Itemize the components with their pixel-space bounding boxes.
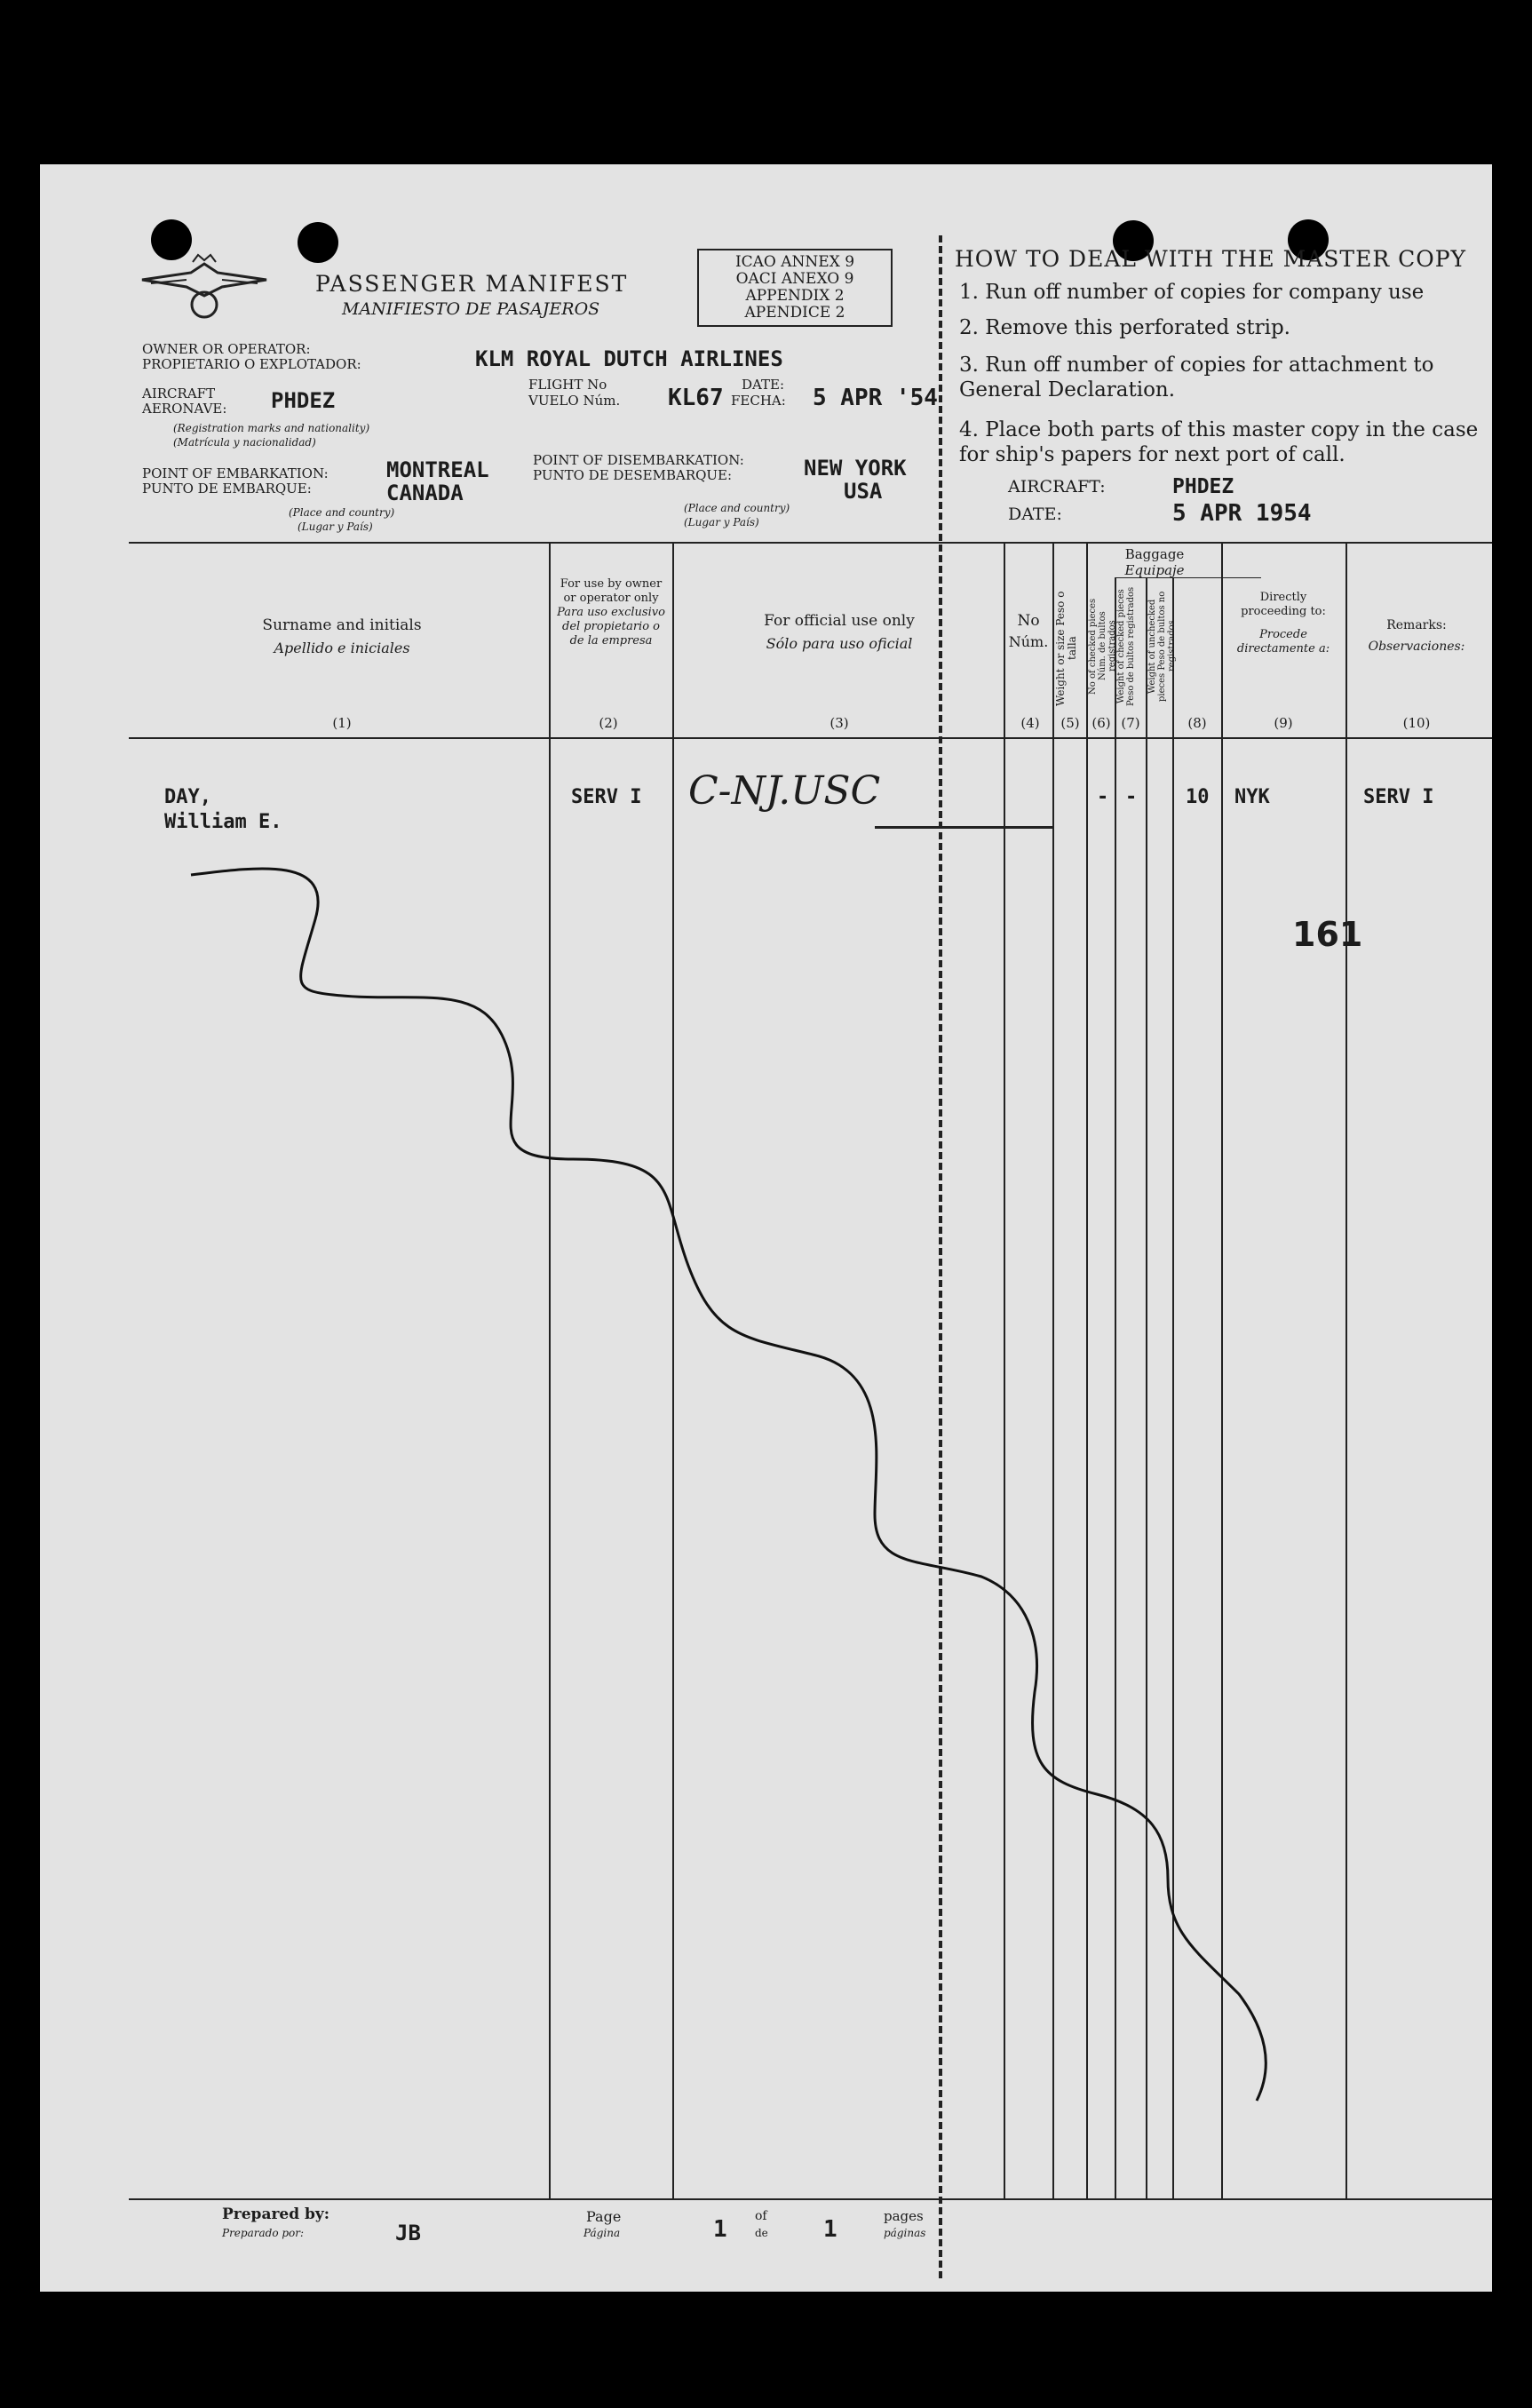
column-number: (10) — [1402, 715, 1431, 731]
disembarkation-place-note: (Place and country) — [684, 502, 790, 514]
passenger-checked-pieces: - — [1097, 786, 1109, 808]
column-header-en: For official use only — [764, 612, 915, 630]
instruction-item: 1. Run off number of copies for company use — [959, 281, 1425, 304]
passenger-unchecked-weight: 10 — [1186, 786, 1210, 808]
column-header-en: For use by owner or operator only — [560, 577, 663, 605]
column-header-es: Sólo para uso oficial — [766, 635, 913, 652]
passenger-given-name: William E. — [164, 811, 282, 833]
disembarkation-label: POINT OF DISEMBARKATION: — [533, 452, 744, 468]
passenger-operator-use: SERV I — [571, 786, 642, 808]
column-number: (7) — [1121, 715, 1140, 731]
column-header-en: Surname and initials — [262, 616, 422, 634]
embarkation-city: MONTREAL — [386, 457, 489, 482]
date-label: DATE: — [742, 377, 785, 393]
column-header-es: Apellido e iniciales — [274, 640, 410, 656]
embarkation-label-es: PUNTO DE EMBARQUE: — [142, 481, 312, 497]
column-number: (9) — [1274, 715, 1293, 731]
column-header-en: Remarks: — [1386, 618, 1447, 632]
column-header-es: Peso de bultos registrados — [1126, 586, 1136, 706]
pages-label: pages — [884, 2208, 924, 2224]
disembarkation-city: NEW YORK — [804, 456, 907, 481]
instruction-item: 4. Place both parts of this master copy in the case for ship's papers for next port of call. — [959, 418, 1479, 466]
disembarkation-country: USA — [844, 479, 883, 504]
embarkation-place-note: (Place and country) — [289, 506, 395, 519]
instructions-date-label: DATE: — [1008, 505, 1062, 524]
prepared-by-value: JB — [395, 2221, 421, 2245]
column-number: (5) — [1060, 715, 1080, 731]
cancellation-squiggle — [40, 164, 1492, 2292]
aircraft-note: (Registration marks and nationality) — [173, 422, 370, 434]
prepared-by-label: Prepared by: — [222, 2205, 330, 2223]
flight-label-es: VUELO Núm. — [528, 393, 621, 409]
embarkation-place-note-es: (Lugar y País) — [298, 521, 373, 533]
of-label: of — [755, 2209, 767, 2223]
baggage-group-es: Equipaje — [1124, 562, 1185, 578]
passenger-remarks: SERV I — [1363, 786, 1434, 808]
disembarkation-label-es: PUNTO DE DESEMBARQUE: — [533, 467, 733, 483]
instructions-date-value: 5 APR 1954 — [1172, 500, 1312, 527]
column-header-en: No of checked pieces — [1088, 598, 1098, 695]
aircraft-label-es: AERONAVE: — [142, 401, 227, 417]
column-header-es: Peso o talla — [1054, 591, 1078, 661]
passenger-checked-weight: - — [1125, 786, 1138, 808]
instructions-aircraft-value: PHDEZ — [1172, 475, 1234, 498]
column-header-es: Para uso exclusivo del propietario o de la empresa — [557, 606, 665, 648]
column-header-es: Peso de bultos no registrados — [1157, 591, 1177, 672]
column-header-es: Observaciones: — [1368, 640, 1465, 654]
column-header-en: Weight of checked pieces — [1116, 589, 1126, 703]
instructions-aircraft-label: AIRCRAFT: — [1008, 477, 1106, 497]
passenger-official-use: C-NJ.USC — [688, 768, 881, 814]
manifest-title-es: MANIFIESTO DE PASAJEROS — [342, 299, 600, 319]
annex-line: APPENDIX 2 — [745, 287, 845, 305]
column-number: (4) — [1020, 715, 1040, 731]
column-number: (1) — [332, 715, 352, 731]
flight-label: FLIGHT No — [528, 377, 607, 393]
manifest-sheet — [40, 164, 1492, 2292]
date-value: 5 APR '54 — [813, 385, 938, 411]
instruction-item: 3. Run off number of copies for attachment to General Declaration. — [959, 354, 1434, 401]
column-header-en: Directly proceeding to: — [1241, 591, 1326, 618]
column-header-en: Weight of unchecked pieces — [1147, 599, 1167, 702]
page-number-stamp: 161 — [1292, 915, 1363, 954]
flight-value: KL67 — [668, 385, 724, 411]
page-label-es: Página — [583, 2227, 621, 2239]
column-number: (2) — [599, 715, 618, 731]
owner-label: OWNER OR OPERATOR: — [142, 341, 311, 357]
aircraft-note-es: (Matrícula y nacionalidad) — [173, 436, 316, 449]
column-header-en: No — [1017, 612, 1040, 630]
owner-value: KLM ROYAL DUTCH AIRLINES — [475, 346, 783, 371]
annex-line: APENDICE 2 — [744, 304, 845, 322]
column-number: (8) — [1187, 715, 1207, 731]
disembarkation-place-note-es: (Lugar y País) — [684, 516, 759, 528]
instructions-title: HOW TO DEAL WITH THE MASTER COPY — [955, 246, 1467, 272]
annex-line: OACI ANEXO 9 — [735, 270, 854, 288]
embarkation-label: POINT OF EMBARKATION: — [142, 465, 329, 481]
aircraft-value: PHDEZ — [271, 388, 336, 413]
instruction-item: 2. Remove this perforated strip. — [959, 316, 1290, 339]
page-value: 1 — [713, 2216, 727, 2243]
column-header-en: Weight or size — [1054, 629, 1067, 706]
prepared-by-label-es: Preparado por: — [222, 2227, 305, 2239]
pages-value: 1 — [823, 2216, 837, 2243]
column-header-es: Procede directamente a: — [1236, 628, 1330, 656]
of-label-es: de — [755, 2227, 768, 2239]
column-number: (3) — [830, 715, 849, 731]
aircraft-label: AIRCRAFT — [142, 385, 216, 401]
baggage-group-en: Baggage — [1124, 546, 1185, 562]
passenger-surname: DAY, — [164, 786, 211, 808]
column-header-es: Núm. — [1008, 633, 1049, 650]
pages-label-es: páginas — [884, 2227, 926, 2239]
embarkation-country: CANADA — [386, 481, 464, 505]
annex-line: ICAO ANNEX 9 — [734, 253, 855, 271]
owner-label-es: PROPIETARIO O EXPLOTADOR: — [142, 356, 361, 372]
column-number: (6) — [1091, 715, 1111, 731]
manifest-title: PASSENGER MANIFEST — [315, 271, 629, 297]
passenger-proceeding-to: NYK — [1234, 786, 1270, 808]
page-label: Page — [586, 2208, 622, 2225]
date-label-es: FECHA: — [731, 393, 786, 409]
column-header-es: Núm. de bultos registrados — [1098, 611, 1117, 681]
